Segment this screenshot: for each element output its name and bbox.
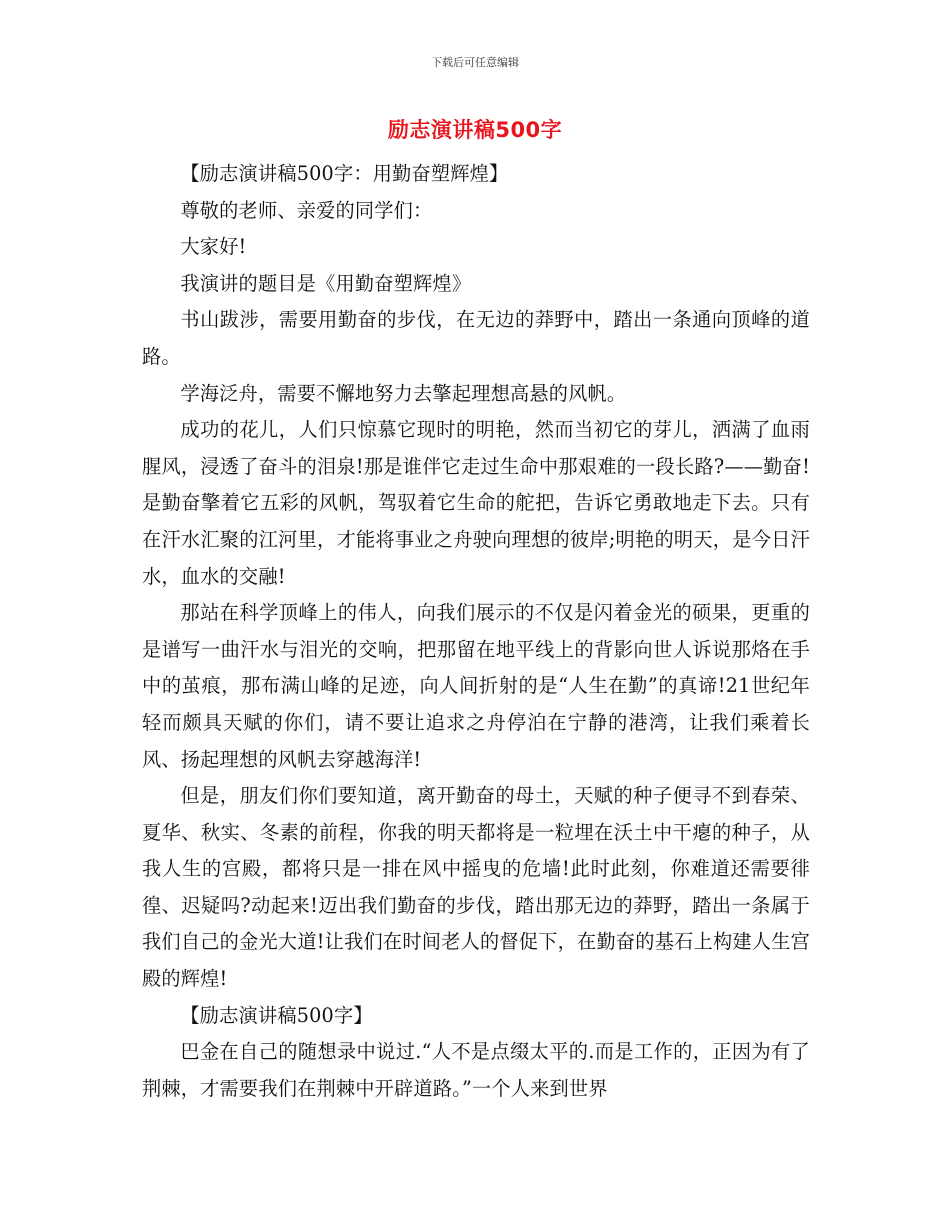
paragraph: 尊敬的老师、亲爱的同学们：	[180, 198, 433, 222]
paragraph: 那站在科学顶峰上的伟人，向我们展示的不仅是闪着金光的硕果，更重的是谱写一曲汗水与泪光的交响，把那留在地平线上的背影向世人诉说那烙在手中的茧痕，那布满山峰的足迹，向人间折射的是“人生在勤”的真谛!21世纪年轻而颇具天赋的你们，请不要让追求之舟停泊在宁静的港湾，让我们乘着长风、扬起理想的风帆去穿越海洋!	[142, 601, 810, 771]
paragraph: 【励志演讲稿500字：用勤奋塑辉煌】	[180, 162, 509, 185]
paragraph: 【励志演讲稿500字】	[180, 1003, 373, 1027]
paragraph: 巴金在自己的随想录中说过.“人不是点缀太平的.而是工作的，正因为有了荆棘，才需要我们在荆棘中开辟道路。”一个人来到世界	[142, 1040, 810, 1100]
paragraph: 大家好!	[180, 235, 247, 259]
paragraph: 成功的花儿，人们只惊慕它现时的明艳，然而当初它的芽儿，洒满了血雨腥风，浸透了奋斗的泪泉!那是谁伴它走过生命中那艰难的一段长路?——勤奋!是勤奋擎着它五彩的风帆，驾驭着它生命的舵把，告诉它勇敢地走下去。只有在汗水汇聚的江河里，才能将事业之舟驶向理想的彼岸;明艳的明天，是今日汗水，血水的交融!	[142, 418, 810, 588]
document-body	[142, 156, 810, 1107]
paragraph: 我演讲的题目是《用勤奋塑辉煌》	[180, 271, 472, 295]
paragraph: 书山跋涉，需要用勤奋的步伐，在无边的莽野中，踏出一条通向顶峰的道路。	[142, 308, 810, 368]
paragraph: 但是，朋友们你们要知道，离开勤奋的母土，天赋的种子便寻不到春荣、夏华、秋实、冬素的前程，你我的明天都将是一粒埋在沃土中干瘪的种子，从我人生的宫殿，都将只是一排在风中摇曳的危墙!此时此刻，你难道还需要徘徨、迟疑吗?动起来!迈出我们勤奋的步伐，踏出那无边的莽野，踏出一条属于我们自己的金光大道!让我们在时间老人的督促下，在勤奋的基石上构建人生宫殿的辉煌!	[142, 784, 810, 991]
document-title: 励志演讲稿500字	[387, 118, 563, 142]
page-header-note: 下载后可任意编辑	[431, 56, 519, 69]
paragraph: 学海泛舟，需要不懈地努力去擎起理想高悬的风帆。	[180, 381, 627, 405]
